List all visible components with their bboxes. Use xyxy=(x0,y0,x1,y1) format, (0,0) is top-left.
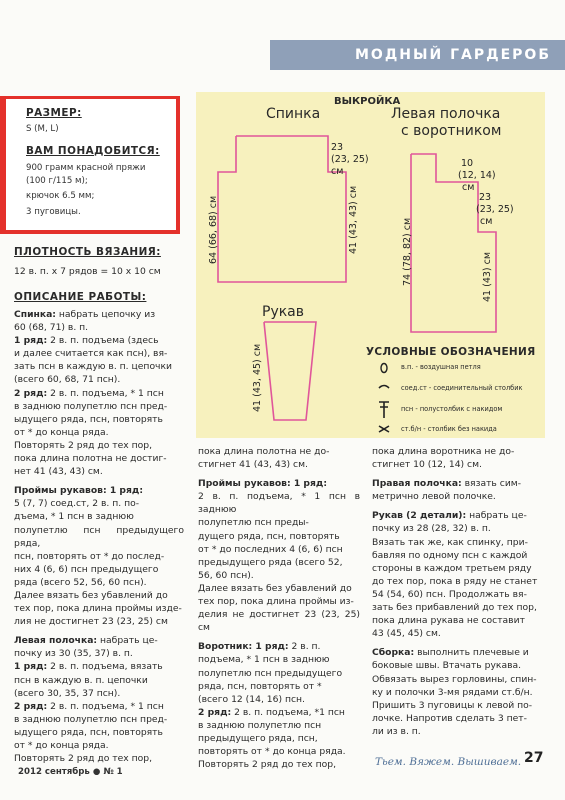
front-armhole-label-2: (23, 25) xyxy=(476,204,514,215)
text-line: лочке. Напротив сделать 3 пет- xyxy=(372,712,527,724)
instructions-column-3 xyxy=(372,445,542,738)
text-line: (всего 30, 35, 37 псн). xyxy=(14,687,121,699)
description-heading: ОПИСАНИЕ РАБОТЫ: xyxy=(14,291,147,303)
text-line: зать псн в каждую в. п. цепочки xyxy=(14,361,173,373)
text-line: предыдущего ряда (всего 52, xyxy=(198,556,343,568)
instructions-column-1 xyxy=(14,308,184,765)
legend-item: соед.ст - соединительный столбик xyxy=(401,384,523,392)
text-line: ку и полочки 3-мя рядами ст.б/н. xyxy=(372,686,533,698)
text-line: до тех пор, пока в ряду не станет xyxy=(372,575,538,587)
text-line: метрично левой полочке. xyxy=(372,491,496,503)
buttons-line: 3 пуговицы. xyxy=(26,207,81,217)
text-line xyxy=(198,477,360,490)
slip-stitch-icon xyxy=(379,386,389,389)
size-heading: РАЗМЕР: xyxy=(26,107,82,119)
text-line xyxy=(14,484,184,497)
paragraph-lead: Воротник: 1 ряд: xyxy=(198,641,289,653)
text-line: 1 ряд: 2 в. п. подъема, вязать xyxy=(14,661,163,673)
text-line: подъема, * 1 псн в заднюю xyxy=(198,654,330,666)
text-line: ли из в. п. xyxy=(372,725,421,737)
paragraph-lead: Спинка: xyxy=(14,309,56,320)
paragraph-lead: Сборка: xyxy=(372,647,415,659)
text-line: от * до конца ряда. xyxy=(14,740,109,751)
yarn-line-2: (100 г/115 м); xyxy=(26,176,88,186)
need-heading: ВАМ ПОНАДОБИТСЯ: xyxy=(26,145,160,157)
text-line: Сборка: выполнить плечевые и xyxy=(372,647,529,659)
text-line: Левая полочка: набрать це- xyxy=(14,635,158,647)
text-line: 2 в. п. подъема, * 1 псн в заднюю xyxy=(198,491,360,516)
text-line: пока длина воротника не до- xyxy=(372,446,515,457)
issue-info: 2012 сентябрь ● № 1 xyxy=(18,767,123,777)
pattern-title: ВЫКРОЙКА xyxy=(334,96,401,107)
text-line: от * до конца ряда. xyxy=(14,426,109,438)
back-outline xyxy=(218,136,346,282)
text-line: в заднюю полупетлю псн xyxy=(198,719,322,731)
paragraph-lead: Проймы рукавов: 1 ряд: xyxy=(198,478,328,490)
text-line: в заднюю полупетлю псн пред- xyxy=(14,713,168,725)
text-line: псн в каждую в. п. цепочки xyxy=(14,674,148,686)
paragraph-lead: 2 ряд: xyxy=(14,387,48,399)
paragraph-lead: 1 ряд: xyxy=(14,661,48,673)
front-side-label: 41 (43) см xyxy=(482,251,493,302)
text-line: псн, повторять от * до послед- xyxy=(14,550,165,562)
text-line: тех пор, пока длина проймы изде- xyxy=(14,603,182,615)
text-line: Спинка: набрать цепочку из xyxy=(14,309,156,320)
legend-title: УСЛОВНЫЕ ОБОЗНАЧЕНИЯ xyxy=(366,346,536,358)
text-line: 60 (68, 71) в. п. xyxy=(14,322,89,334)
size-value: S (M, L) xyxy=(26,124,59,134)
text-line: стороны в каждом третьем ряду xyxy=(372,562,532,574)
text-line: полупетлю псн предыдущего xyxy=(198,667,343,679)
front-height-label: 74 (78, 82) см xyxy=(402,217,413,286)
text-line: 2 ряд: 2 в. п. подъема, *1 псн xyxy=(198,706,345,718)
back-label: Спинка xyxy=(266,106,321,122)
half-double-crochet-icon xyxy=(379,402,389,418)
text-line: полупетлю псн предыдущего ряда, xyxy=(14,524,184,549)
text-line: Повторять 2 ряд до тех пор, xyxy=(14,753,152,765)
text-line: 56, 60 псн). xyxy=(198,569,254,581)
back-side-label: 41 (43, 43) см xyxy=(348,185,359,254)
text-line: повторять от * до конца ряда. xyxy=(198,746,346,758)
text-line: (всего 60, 68, 71 псн). xyxy=(14,374,121,386)
text-line: нет 41 (43, 43) см. xyxy=(14,466,103,478)
text-line: бавляя по одному псн с каждой xyxy=(372,549,528,561)
text-line: почку из 30 (35, 37) в. п. xyxy=(14,648,133,660)
paragraph-lead: 2 ряд: xyxy=(198,706,232,718)
paragraph-lead: Проймы рукавов: 1 ряд: xyxy=(14,485,144,497)
text-line: Повторять 2 ряд до тех пор, xyxy=(14,439,152,451)
front-collar-label-2: (12, 14) xyxy=(458,170,496,181)
text-line: полупетлю псн преды- xyxy=(198,517,309,529)
text-line: ряда (всего 52, 56, 60 псн). xyxy=(14,576,147,588)
text-line: Вязать так же, как спинку, при- xyxy=(372,536,528,548)
text-line: дущего ряда, псн, повторять xyxy=(198,530,340,542)
text-line: от * до последних 4 (6, 6) псн xyxy=(198,543,343,555)
text-line: почку из 28 (28, 32) в. п. xyxy=(372,523,491,535)
legend-item: псн - полустолбик с накидом xyxy=(401,405,503,413)
text-line: 2 ряд: 2 в. п. подъема, * 1 псн xyxy=(14,387,164,399)
text-line: Далее вязать без убавлений до xyxy=(14,589,168,601)
text-line: ряда, псн, повторять от * xyxy=(198,680,322,692)
paragraph-lead: 2 ряд: xyxy=(14,700,48,712)
text-line: 54 (54, 60) псн. Продолжать вя- xyxy=(372,588,527,600)
text-line: Повторять 2 ряд до тех пор, xyxy=(198,759,336,771)
paragraph-lead: Левая полочка: xyxy=(14,635,98,647)
paragraph-lead: Правая полочка: xyxy=(372,478,462,490)
text-line: них 4 (6, 6) псн предыдущего xyxy=(14,563,159,575)
text-line: пока длина полотна не до- xyxy=(198,446,330,457)
sleeve-length-label: 41 (43, 45) см xyxy=(252,343,263,412)
text-line: Обвязать вырез горловины, спин- xyxy=(372,673,537,685)
text-line: Далее вязать без убавлений до xyxy=(198,582,352,594)
yarn-line-1: 900 грамм красной пряжи xyxy=(26,163,146,173)
section-title: МОДНЫЙ ГАРДЕРОБ xyxy=(355,47,551,63)
materials-box xyxy=(6,99,176,230)
text-line: предыдущего ряда, псн, xyxy=(198,732,318,744)
text-line: 2 ряд: 2 в. п. подъема, * 1 псн xyxy=(14,700,164,712)
text-line: стигнет 41 (43, 43) см. xyxy=(198,459,308,471)
text-line: делия не достигнет 23 (23, 25) см xyxy=(198,609,360,634)
text-line: Воротник: 1 ряд: 2 в. п. xyxy=(198,641,321,653)
text-line: 1 ряд: 2 в. п. подъема (здесь xyxy=(14,335,159,347)
paragraph-lead: 1 ряд: xyxy=(14,335,48,347)
text-line: пока длина полотна не достиг- xyxy=(14,453,167,465)
legend-item: ст.б/н - столбик без накида xyxy=(401,425,497,433)
back-armhole-label-1: 23 xyxy=(331,142,344,153)
text-line: ыдущего ряда, псн, повторять xyxy=(14,726,163,738)
back-armhole-label-2: (23, 25) xyxy=(331,154,369,165)
single-crochet-icon xyxy=(379,426,389,432)
instructions-column-2 xyxy=(198,445,360,771)
magazine-tagline: Тьем. Вяжем. Вышиваем. xyxy=(375,756,522,768)
chain-stitch-icon xyxy=(381,364,387,373)
text-line: (всего 12 (14, 16) псн. xyxy=(198,693,305,705)
page-number: 27 xyxy=(524,750,544,766)
sleeve-outline xyxy=(264,322,316,420)
text-line: Правая полочка: вязать сим- xyxy=(372,478,522,490)
text-line: 5 (7, 7) соед.ст, 2 в. п. по- xyxy=(14,498,140,510)
text-line: тех пор, пока длина проймы из- xyxy=(198,596,354,608)
text-line: Пришить 3 пуговицы к левой по- xyxy=(372,699,533,711)
text-line: зать без прибавлений до тех пор, xyxy=(372,602,537,614)
text-line: дъема, * 1 псн в заднюю xyxy=(14,511,134,523)
front-label-line-2: с воротником xyxy=(401,123,502,139)
front-armhole-label-1: 23 xyxy=(479,192,492,203)
pattern-panel xyxy=(196,92,545,438)
front-collar-label-1: 10 xyxy=(461,158,474,169)
legend-item: в.п. - воздушная петля xyxy=(401,363,481,371)
hook-line: крючок 6.5 мм; xyxy=(26,191,95,201)
gauge-value: 12 в. п. х 7 рядов = 10 х 10 см xyxy=(14,266,161,277)
text-line: ыдущего ряда, псн, повторять xyxy=(14,413,163,425)
text-line: 43 (45, 45) см. xyxy=(372,628,441,640)
back-height-label: 64 (66, 68) см xyxy=(208,195,219,264)
back-armhole-label-3: см xyxy=(331,166,344,177)
text-line: лия не достигнет 23 (23, 25) см xyxy=(14,616,168,628)
front-collar-label-3: см xyxy=(462,182,475,193)
front-label-line-1: Левая полочка xyxy=(391,106,501,122)
paragraph-lead: Рукав (2 детали): xyxy=(372,510,467,522)
text-line: и далее считается как псн), вя- xyxy=(14,348,168,360)
text-line: боковые швы. Втачать рукава. xyxy=(372,660,522,672)
text-line: пока длина рукава не составит xyxy=(372,615,525,627)
gauge-heading: ПЛОТНОСТЬ ВЯЗАНИЯ: xyxy=(14,246,161,258)
section-banner xyxy=(270,40,565,70)
text-line: в заднюю полупетлю псн пред- xyxy=(14,400,168,412)
sleeve-label: Рукав xyxy=(262,304,305,320)
text-line: стигнет 10 (12, 14) см. xyxy=(372,459,482,471)
text-line: Рукав (2 детали): набрать це- xyxy=(372,510,527,522)
front-armhole-label-3: см xyxy=(480,216,493,227)
